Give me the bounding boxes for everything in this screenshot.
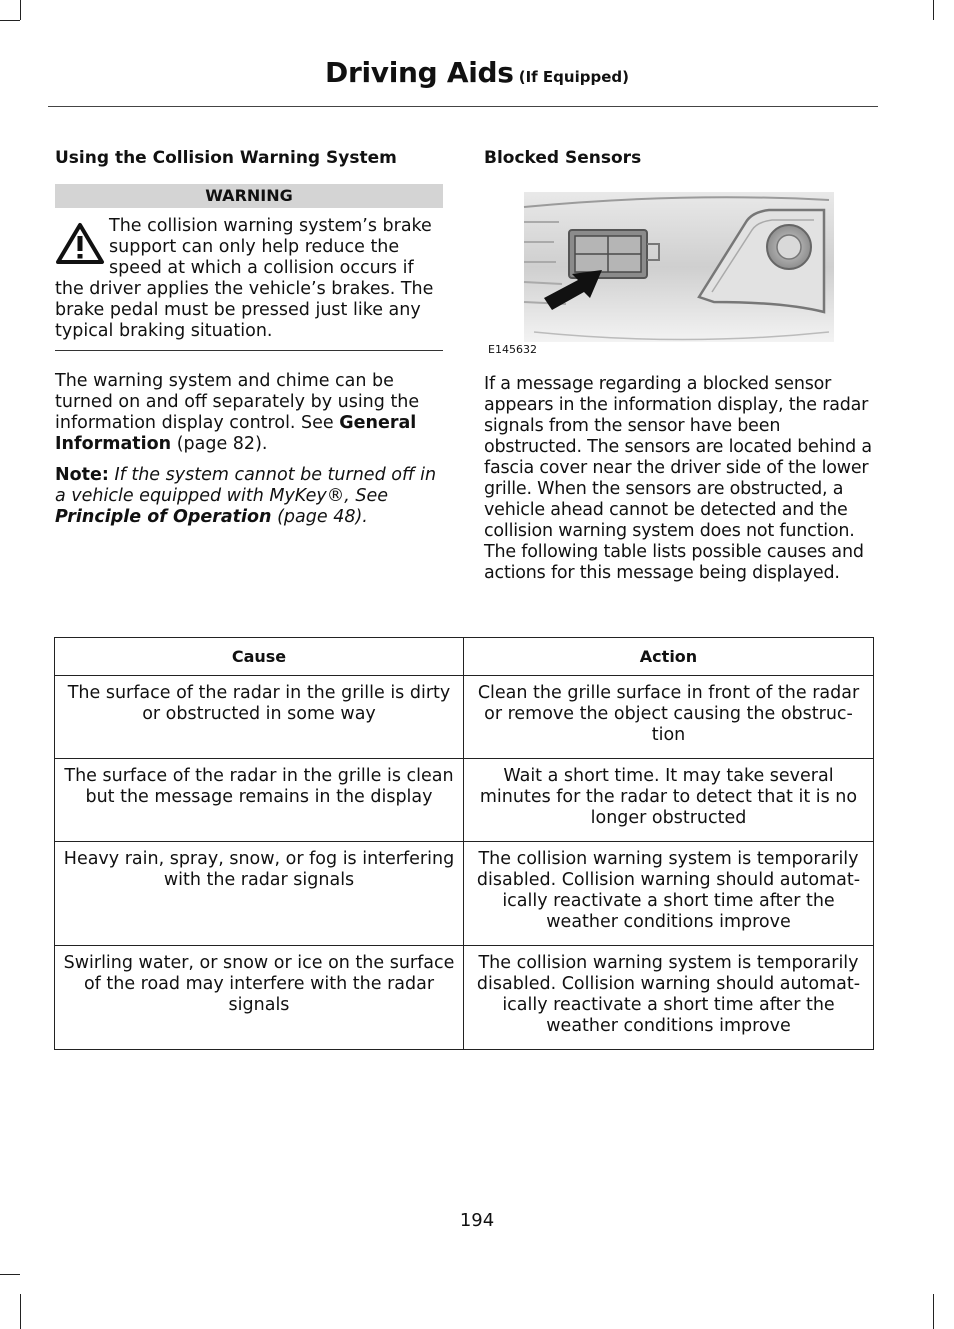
note-paragraph — [55, 465, 443, 528]
note-label: Note: — [55, 465, 109, 485]
table-header-row — [55, 638, 874, 676]
action-cell: Clean the grille surface in front of the radar or remove the object causing the obstruc-tion — [464, 676, 874, 759]
warning-triangle-icon — [55, 222, 105, 266]
causes-actions-table — [54, 637, 874, 1050]
page-title: Driving Aids — [325, 56, 514, 89]
crop-mark — [20, 0, 21, 20]
warning-text: The collision warning system’s brake support can only help reduce the speed at which a collision occurs if the driver applies the vehicle’s brakes. The brake pedal must be pressed just like any typical braking situation. — [55, 216, 434, 341]
action-cell: The collision warning system is temporarily disabled. Collision warning should automat-ically reactivate a short time after the weather conditions improve — [464, 946, 874, 1050]
cross-reference-link[interactable]: General Information — [55, 413, 417, 454]
table-row — [55, 842, 874, 946]
table-row — [55, 676, 874, 759]
table-row — [55, 759, 874, 842]
cross-reference-link[interactable]: Principle of Operation — [55, 507, 272, 527]
crop-mark — [0, 20, 20, 21]
cause-cell: The surface of the radar in the grille is clean but the message remains in the display — [55, 759, 464, 842]
body-paragraph: If a message regarding a blocked sensor appears in the information display, the radar signals from the sensor have been obstructed. The sensors are located behind a fascia cover near the driver side of the lower grille. When the sensors are obstructed, a vehicle ahead cannot be detected and the collision warning system does not function. The following table lists possible causes and actions for this message being displayed. — [484, 374, 872, 583]
cause-cell: Heavy rain, spray, snow, or fog is interfering with the radar signals — [55, 842, 464, 946]
cause-cell: Swirling water, or snow or ice on the surface of the road may interfere with the radar signals — [55, 946, 464, 1050]
left-column — [55, 146, 443, 538]
right-column — [484, 146, 874, 594]
crop-mark — [933, 0, 934, 20]
page-number: 194 — [459, 1210, 495, 1231]
header-divider — [48, 106, 878, 107]
warning-divider — [55, 350, 443, 351]
figure-label: E145632 — [488, 343, 537, 356]
sensor-illustration — [484, 182, 874, 362]
warning-box — [55, 216, 443, 351]
action-cell: The collision warning system is temporarily disabled. Collision warning should automat-ically reactivate a short time after the weather conditions improve — [464, 842, 874, 946]
crop-mark — [933, 1294, 934, 1329]
column-header-action: Action — [464, 638, 874, 676]
section-heading: Using the Collision Warning System — [55, 148, 397, 168]
section-heading: Blocked Sensors — [484, 148, 642, 168]
table-row — [55, 946, 874, 1050]
fascia-sensor-illustration — [484, 182, 874, 362]
paragraph-text: The warning system and chime can be turned on and off separately by using the information display control. See — [55, 371, 420, 433]
cause-cell: The surface of the radar in the grille is dirty or obstructed in some way — [55, 676, 464, 759]
page-header — [0, 56, 954, 89]
action-cell: Wait a short time. It may take several minutes for the radar to detect that it is no longer obstructed — [464, 759, 874, 842]
note-text: If the system cannot be turned off in a vehicle equipped with MyKey®, See — [55, 465, 437, 506]
warning-label: WARNING — [55, 184, 443, 208]
page-reference: (page 82). — [171, 434, 268, 454]
page-subtitle: (If Equipped) — [518, 68, 629, 86]
column-header-cause: Cause — [55, 638, 464, 676]
body-paragraph — [55, 371, 443, 455]
page-reference: (page 48). — [271, 507, 368, 527]
crop-mark — [0, 1274, 20, 1275]
crop-mark — [20, 1294, 21, 1329]
